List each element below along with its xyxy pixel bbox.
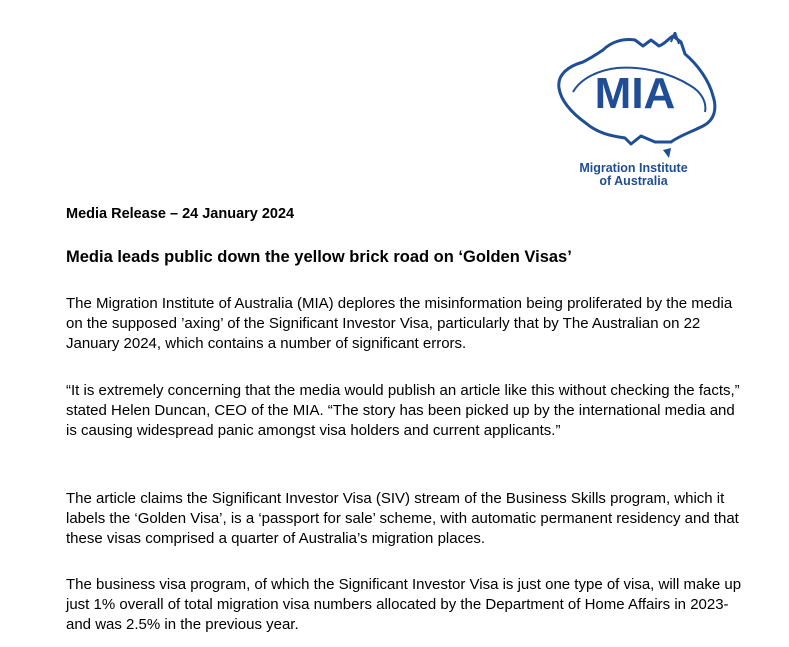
logo-abbreviation: MIA (594, 69, 676, 118)
mia-logo (551, 32, 721, 192)
australia-map-outline-icon (551, 32, 721, 162)
media-release-date: Media Release – 24 January 2024 (66, 206, 295, 222)
body-paragraph-2: “It is extremely concerning that the media would publish an article like this without checking the facts,” stated Helen Duncan, CEO of the MIA. “The story has been picked up by the international media and is causing widespread panic amongst visa holders and current applicants.” (66, 382, 740, 439)
logo-tagline-line-2: of Australia (599, 174, 668, 188)
logo-tagline-line-1: Migration Institute (579, 161, 688, 175)
logo-tagline (551, 162, 716, 188)
page-title: Media leads public down the yellow brick road on ‘Golden Visas’ (66, 248, 572, 266)
body-paragraph-1: The Migration Institute of Australia (MIA) deplores the misinformation being proliferated by the media on the supposed ’axing’ of the Significant Investor Visa, particularly that by The Australian on 22 January 2024, which contains a number of significant errors. (66, 295, 733, 352)
body-paragraph-4: The business visa program, of which the Significant Investor Visa is just one type of visa, will make up just 1% overall of total migration visa numbers allocated by the Department of Home Affairs in 2023- and was 2.5% in the previous year. (66, 576, 742, 633)
body-paragraph-3: The article claims the Significant Investor Visa (SIV) stream of the Business Skills program, which it labels the ‘Golden Visa’, is a ‘passport for sale’ scheme, with automatic permanent residency and that these visas comprised a quarter of Australia’s migration places. (66, 490, 739, 547)
